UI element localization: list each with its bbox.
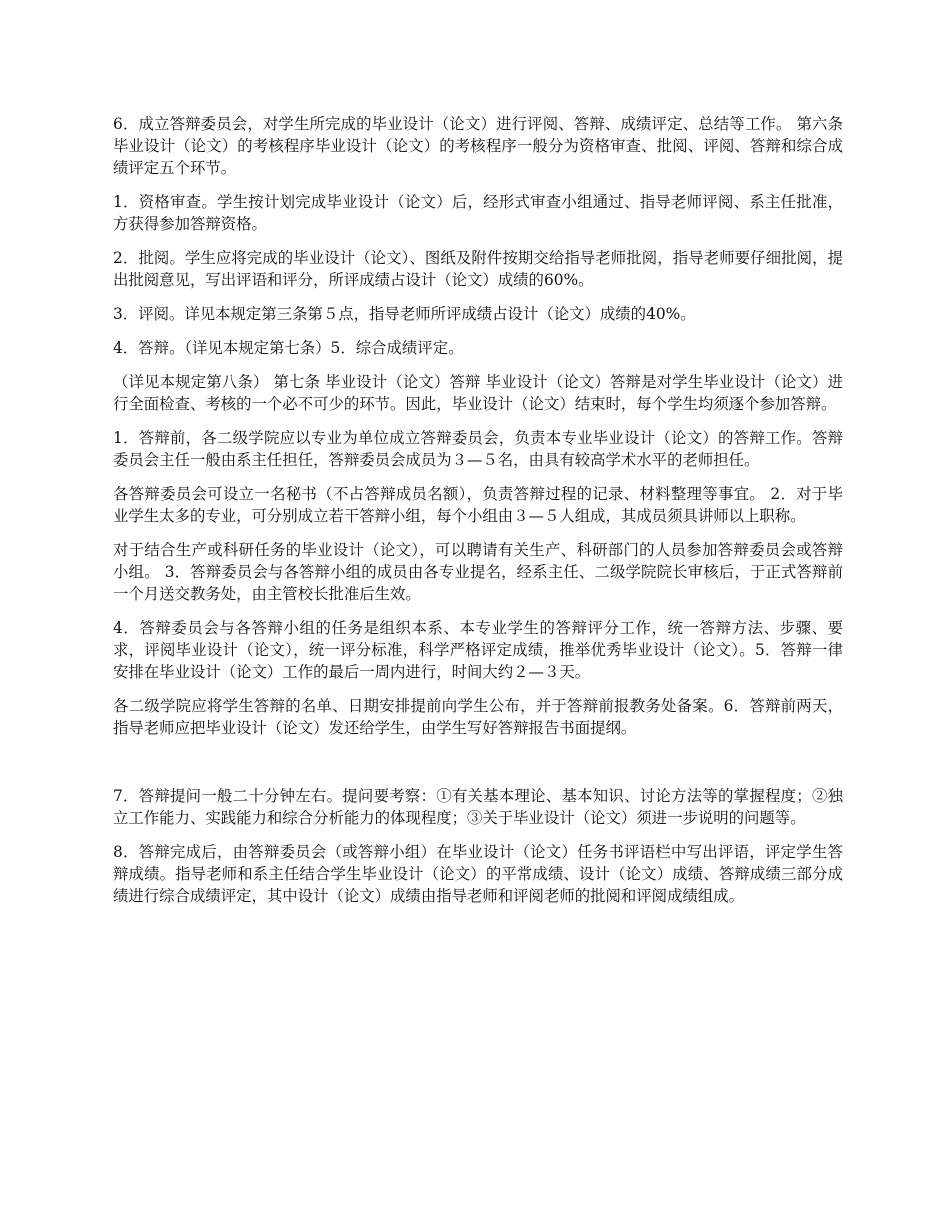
paragraph-9: 对于结合生产或科研任务的毕业设计（论文），可以聘请有关生产、科研部门的人员参加答辩委员会或答辩小组。 3．答辩委员会与各答辩小组的成员由各专业提名，经系主任、二级学院院长审核后，于正式答辩前一个月送交教务处，由主管校长批准后生效。 [113,541,843,603]
paragraph-4: 3．评阅。详见本规定第三条第５点，指导老师所评成绩占设计（论文）成绩的40%。 [113,305,696,323]
paragraph-11: 各二级学院应将学生答辩的名单、日期安排提前向学生公布，并于答辩前报教务处备案。6．答辩前两天，指导老师应把毕业设计（论文）发还给学生，由学生写好答辩报告书面提纲。 [113,697,843,737]
paragraph-12: 7．答辩提问一般二十分钟左右。提问要考察：①有关基本理论、基本知识、讨论方法等的掌握程度；②独立工作能力、实践能力和综合分析能力的体现程度；③关于毕业设计（论文）须进一步说明的问题等。 [113,787,843,827]
paragraph-10: 4．答辩委员会与各答辩小组的任务是组织本系、本专业学生的答辩评分工作，统一答辩方法、步骤、要求，评阅毕业设计（论文），统一评分标准，科学严格评定成绩，推举优秀毕业设计（论文）。5．答辩一律安排在毕业设计（论文）工作的最后一周内进行，时间大约２—３天。 [113,619,843,681]
paragraph-3: 2．批阅。学生应将完成的毕业设计（论文）、图纸及附件按期交给指导老师批阅，指导老师要仔细批阅，提出批阅意见，写出评语和评分，所评成绩占设计（论文）成绩的60%。 [113,249,843,289]
document-body [113,113,843,919]
paragraph-5: 4．答辩。（详见本规定第七条）5．综合成绩评定。 [113,339,464,357]
paragraph-7: 1．答辩前，各二级学院应以专业为单位成立答辩委员会，负责本专业毕业设计（论文）的答辩工作。答辩委员会主任一般由系主任担任，答辩委员会成员为３—５名，由具有较高学术水平的老师担任。 [113,429,843,469]
paragraph-2: 1．资格审查。学生按计划完成毕业设计（论文）后，经形式审查小组通过、指导老师评阅、系主任批准，方获得参加答辩资格。 [113,193,843,233]
paragraph-13: 8．答辩完成后，由答辩委员会（或答辩小组）在毕业设计（论文）任务书评语栏中写出评语，评定学生答辩成绩。指导老师和系主任结合学生毕业设计（论文）的平常成绩、设计（论文）成绩、答辩成绩三部分成绩进行综合成绩评定，其中设计（论文）成绩由指导老师和评阅老师的批阅和评阅成绩组成。 [113,843,843,905]
paragraph-8: 各答辩委员会可设立一名秘书（不占答辩成员名额），负责答辩过程的记录、材料整理等事宜。 2．对于毕业学生太多的专业，可分别成立若干答辩小组，每个小组由３—５人组成，其成员须具讲师以上职称。 [113,485,843,525]
paragraph-1: 6．成立答辩委员会，对学生所完成的毕业设计（论文）进行评阅、答辩、成绩评定、总结等工作。 第六条 毕业设计（论文）的考核程序毕业设计（论文）的考核程序一般分为资格审查、批阅、评阅、答辩和综合成绩评定五个环节。 [113,115,843,177]
paragraph-6: （详见本规定第八条） 第七条 毕业设计（论文）答辩 毕业设计（论文）答辩是对学生毕业设计（论文）进行全面检查、考核的一个必不可少的环节。因此，毕业设计（论文）结束时，每个学生均须逐个参加答辩。 [113,373,843,413]
